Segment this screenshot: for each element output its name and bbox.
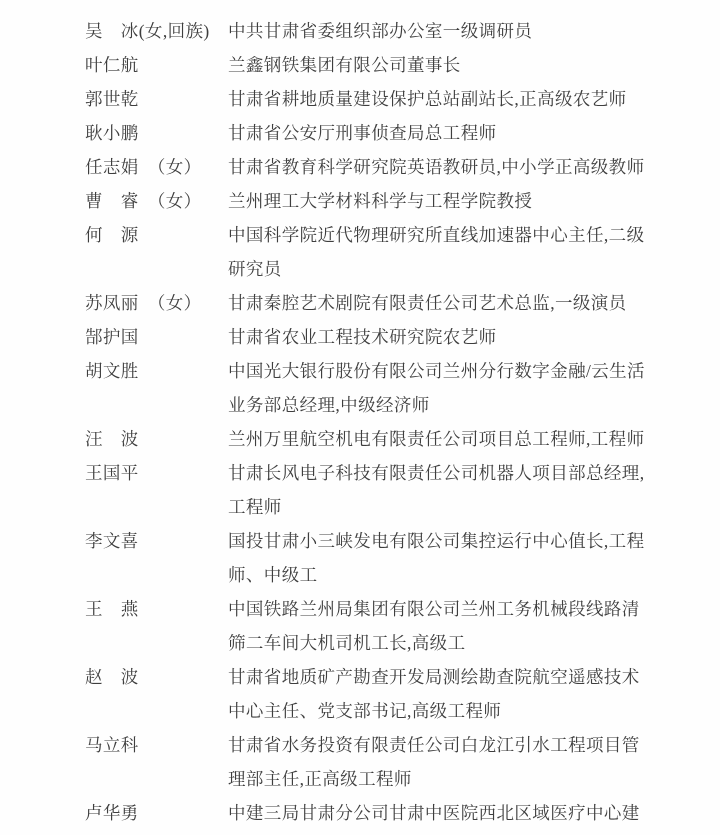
person-title-line: 兰州理工大学材料科学与工程学院教授 bbox=[228, 191, 533, 211]
person-title bbox=[228, 82, 652, 116]
roster-row bbox=[85, 660, 660, 728]
person-title-line: 中心主任、党支部书记,高级工程师 bbox=[228, 701, 502, 721]
roster-row bbox=[85, 422, 660, 456]
roster-row bbox=[85, 456, 660, 524]
recipient-roster bbox=[85, 14, 660, 830]
roster-row bbox=[85, 728, 660, 796]
person-title bbox=[228, 592, 652, 660]
person-title-line: 业务部总经理,中级经济师 bbox=[228, 395, 430, 415]
person-name: 何 源 bbox=[85, 225, 139, 245]
roster-row bbox=[85, 320, 660, 354]
person-name: 任志娟 （女） bbox=[85, 157, 202, 177]
person-name: 王 燕 bbox=[85, 599, 139, 619]
person-title bbox=[228, 184, 652, 218]
person-title-line: 中国光大银行股份有限公司兰州分行数字金融/云生活 bbox=[228, 361, 645, 381]
person-title-line: 筛二车间大机司机工长,高级工 bbox=[228, 633, 466, 653]
person-title-line: 中共甘肃省委组织部办公室一级调研员 bbox=[228, 21, 533, 41]
person-name: 叶仁航 bbox=[85, 55, 139, 75]
person-title bbox=[228, 116, 652, 150]
person-name: 汪 波 bbox=[85, 429, 139, 449]
person-title-line: 甘肃省耕地质量建设保护总站副站长,正高级农艺师 bbox=[228, 89, 627, 109]
person-title bbox=[228, 660, 652, 728]
person-title bbox=[228, 14, 652, 48]
roster-row bbox=[85, 796, 660, 830]
person-name: 郜护国 bbox=[85, 327, 139, 347]
person-name: 李文喜 bbox=[85, 531, 139, 551]
roster-row bbox=[85, 524, 660, 592]
person-title bbox=[228, 150, 652, 184]
roster-row bbox=[85, 48, 660, 82]
person-title bbox=[228, 48, 652, 82]
roster-row bbox=[85, 354, 660, 422]
roster-row bbox=[85, 150, 660, 184]
person-title-line: 师、中级工 bbox=[228, 565, 318, 585]
person-title-line: 甘肃省地质矿产勘查开发局测绘勘查院航空遥感技术 bbox=[228, 667, 640, 687]
person-title-line: 甘肃秦腔艺术剧院有限责任公司艺术总监,一级演员 bbox=[228, 293, 627, 313]
person-title bbox=[228, 524, 652, 592]
person-title-line: 甘肃省水务投资有限责任公司白龙江引水工程项目管 bbox=[228, 735, 640, 755]
person-name: 马立科 bbox=[85, 735, 139, 755]
person-title-line: 甘肃省农业工程技术研究院农艺师 bbox=[228, 327, 497, 347]
person-title-line: 中建三局甘肃分公司甘肃中医院西北区域医疗中心建 bbox=[228, 803, 640, 823]
roster-row bbox=[85, 82, 660, 116]
person-name: 胡文胜 bbox=[85, 361, 139, 381]
roster-row bbox=[85, 286, 660, 320]
person-title-line: 甘肃省教育科学研究院英语教研员,中小学正高级教师 bbox=[228, 157, 645, 177]
person-title-line: 理部主任,正高级工程师 bbox=[228, 769, 412, 789]
person-name: 耿小鹏 bbox=[85, 123, 139, 143]
roster-row bbox=[85, 218, 660, 286]
person-title-line: 研究员 bbox=[228, 259, 282, 279]
person-title bbox=[228, 218, 652, 286]
person-name: 吴 冰(女,回族) bbox=[85, 21, 210, 41]
person-name: 王国平 bbox=[85, 463, 139, 483]
person-title-line: 甘肃长风电子科技有限责任公司机器人项目部总经理, bbox=[228, 463, 645, 483]
person-title-line: 中国铁路兰州局集团有限公司兰州工务机械段线路清 bbox=[228, 599, 640, 619]
person-title bbox=[228, 320, 652, 354]
roster-row bbox=[85, 184, 660, 218]
person-title-line: 兰州万里航空机电有限责任公司项目总工程师,工程师 bbox=[228, 429, 645, 449]
roster-row bbox=[85, 592, 660, 660]
person-title-line: 国投甘肃小三峡发电有限公司集控运行中心值长,工程 bbox=[228, 531, 645, 551]
person-name: 赵 波 bbox=[85, 667, 139, 687]
person-title bbox=[228, 796, 652, 830]
person-name: 郭世乾 bbox=[85, 89, 139, 109]
person-name: 苏凤丽 （女） bbox=[85, 293, 202, 313]
person-title-line: 工程师 bbox=[228, 497, 282, 517]
person-name: 曹 睿 （女） bbox=[85, 191, 202, 211]
person-title-line: 甘肃省公安厅刑事侦查局总工程师 bbox=[228, 123, 497, 143]
person-title bbox=[228, 728, 652, 796]
roster-row bbox=[85, 116, 660, 150]
person-title bbox=[228, 456, 652, 524]
person-title bbox=[228, 422, 652, 456]
person-name: 卢华勇 bbox=[85, 803, 139, 823]
person-title bbox=[228, 286, 652, 320]
roster-row bbox=[85, 14, 660, 48]
person-title-line: 中国科学院近代物理研究所直线加速器中心主任,二级 bbox=[228, 225, 645, 245]
person-title-line: 兰鑫钢铁集团有限公司董事长 bbox=[228, 55, 461, 75]
person-title bbox=[228, 354, 652, 422]
